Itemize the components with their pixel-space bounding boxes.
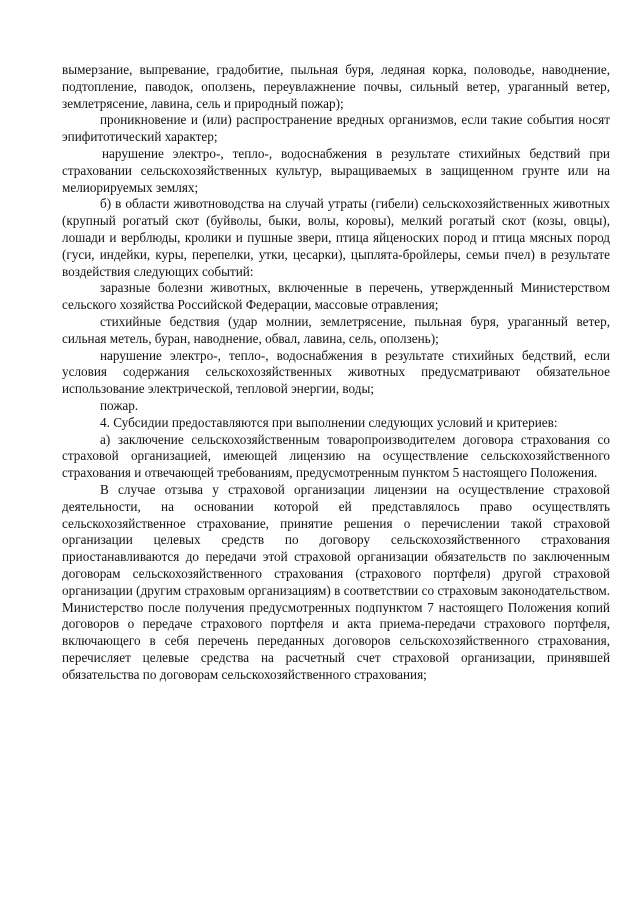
paragraph-infectious-diseases: заразные болезни животных, включенные в перечень, утвержденный Министерством сельского хозяйства Российской Федерации, массовые отравления; [62, 280, 610, 313]
paragraph-subitem-a: а) заключение сельскохозяйственным товаропроизводителем договора страхования со страховой организацией, имеющей лицензию на осуществление сельскохозяйственного страхования и отвечающей требованиям, предусмотренным пунктом 5 настоящего Положения. [62, 431, 610, 481]
paragraph-license-revocation: В случае отзыва у страховой организации лицензии на осуществление страховой деятельности, на основании которой ей представлялось право осуществлять сельскохозяйственное страхование, принятие решения о перечислении такой страховой организации целевых средств по договору сельскохозяйственного страхования приостанавливаются до передачи этой страховой организации обязательств по заключенным договорам сельскохозяйственного страхования (страхового портфеля) другой страховой организации (другим страховым организациям) в соответствии со страховым законодательством. Министерство после получения предусмотренных подпунктом 7 настоящего Положения копий договоров о передаче страхового портфеля и акта приема-передачи страхового портфеля, включающего в себя перечень переданных договоров сельскохозяйственного страхования, перечисляет целевые средства на расчетный счет страховой организации, принявшей обязательства по договорам сельскохозяйственного страхования; [62, 481, 610, 682]
paragraph-item-4-conditions: 4. Субсидии предоставляются при выполнении следующих условий и критериев: [100, 414, 558, 430]
paragraph-natural-disasters: стихийные бедствия (удар молнии, землетрясение, пыльная буря, ураганный ветер, сильная метель, буран, наводнение, обвал, лавина, сель, оползень); [62, 313, 610, 346]
paragraph-weather-events: вымерзание, выпревание, градобитие, пыльная буря, ледяная корка, половодье, наводнение, подтопление, паводок, оползень, переувлажнение почвы, сильный ветер, ураганный ветер, землетрясение, лавина, сель и природный пожар); [62, 62, 610, 111]
document-page [62, 62, 610, 683]
paragraph-pests: проникновение и (или) распространение вредных организмов, если такие события носят эпифитотический характер; [62, 112, 610, 145]
paragraph-utility-disruption-crops: нарушение электро-, тепло-, водоснабжения в результате стихийных бедствий при страховании сельскохозяйственных культур, выращиваемых в защищенном грунте или на мелиорируемых землях; [62, 145, 610, 195]
paragraph-fire: пожар. [100, 397, 139, 413]
paragraph-utility-disruption-livestock: нарушение электро-, тепло-, водоснабжения в результате стихийных бедствий, если условия содержания сельскохозяйственных животных предусматривают обязательное использование электрической, тепловой энергии, воды; [62, 347, 610, 397]
paragraph-livestock: б) в области животноводства на случай утраты (гибели) сельскохозяйственных животных (крупный рогатый скот (буйволы, быки, волы, коровы), мелкий рогатый скот (козы, овцы), лошади и верблюды, кролики и пушные звери, птица яйценоских пород и птица мясных пород (гуси, индейки, куры, перепелки, утки, цесарки), цыплята-бройлеры, семьи пчел) в результате воздействия следующих событий: [62, 196, 610, 279]
